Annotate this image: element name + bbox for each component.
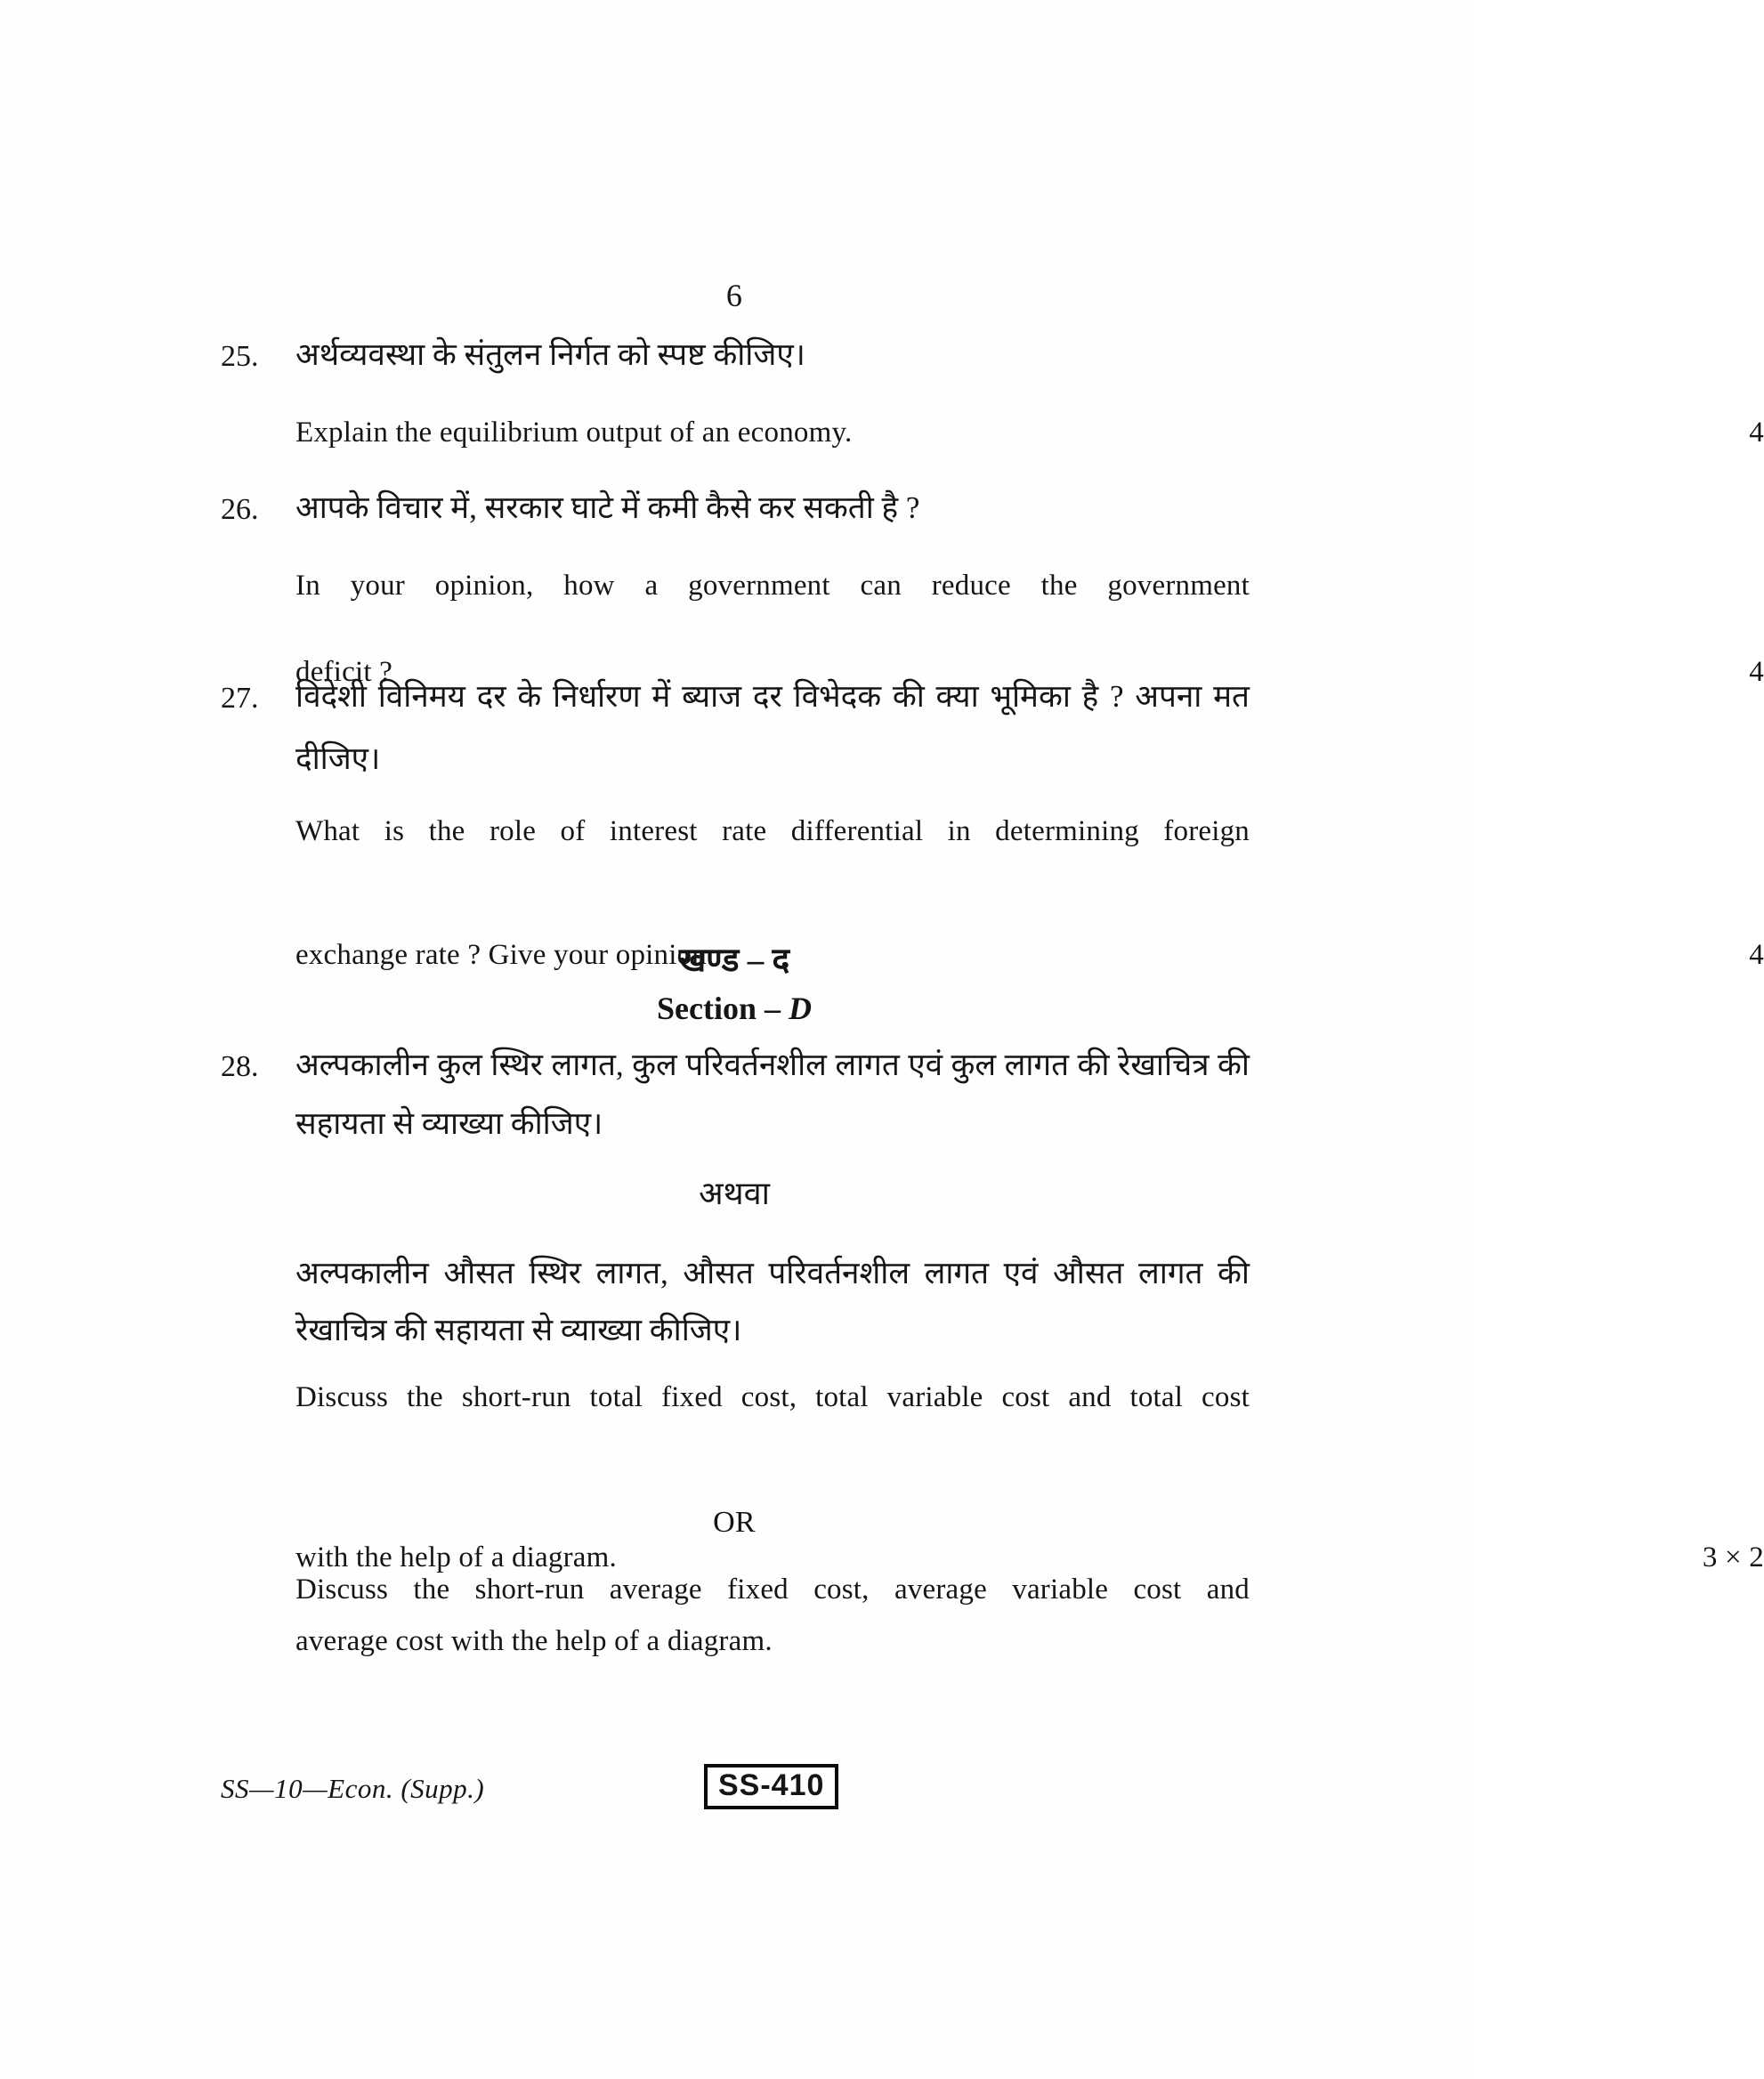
- question-26-english-line1: In your opinion, how a government can reduce the government: [295, 570, 1250, 602]
- or-separator-english: OR: [713, 1506, 756, 1539]
- section-d-english-prefix: Section –: [657, 991, 789, 1026]
- question-28-english-text: with the help of a diagram.: [295, 1541, 617, 1573]
- question-25-english-text: Explain the equilibrium output of an economy.: [295, 417, 853, 449]
- question-27-english-text: exchange rate ? Give your opinion.: [295, 938, 715, 971]
- question-28-hindi-line1: अल्पकालीन कुल स्थिर लागत, कुल परिवर्तनशील लागत एवं कुल लागत की रेखाचित्र की: [295, 1048, 1250, 1082]
- question-25-hindi: अर्थव्यवस्था के संतुलन निर्गत को स्पष्ट कीजिए।: [295, 337, 805, 372]
- question-27-hindi-line2: दीजिए।: [295, 741, 381, 776]
- question-25-english-line: [295, 415, 1764, 451]
- footer-booklet-code-box: SS-410: [704, 1764, 838, 1809]
- question-27-hindi-line1: विदेशी विनिमय दर के निर्धारण में ब्याज दर विभेदक की क्या भूमिका है ? अपना मत: [295, 679, 1250, 714]
- question-26-hindi: आपके विचार में, सरकार घाटे में कमी कैसे कर सकती है ?: [295, 490, 920, 525]
- section-d-heading-english: [0, 990, 1469, 1027]
- question-28-number: 28.: [221, 1050, 259, 1083]
- question-26-english-text: deficit ?: [295, 656, 392, 689]
- page-number: 6: [725, 278, 743, 313]
- section-d-letter: D: [789, 991, 812, 1026]
- or-separator-hindi: अथवा: [699, 1176, 770, 1211]
- question-27-marks: 4: [1749, 938, 1764, 971]
- question-25-marks: 4: [1749, 417, 1764, 449]
- question-27-number: 27.: [221, 682, 259, 715]
- question-26-marks: 4: [1749, 656, 1764, 689]
- question-28-marks: 3 × 2: [1702, 1541, 1764, 1573]
- question-28-alt-hindi-line2: रेखाचित्र की सहायता से व्याख्या कीजिए।: [295, 1313, 742, 1347]
- question-25-number: 25.: [221, 340, 259, 373]
- question-28-english-line2: [295, 1540, 1764, 1576]
- question-28-alt-english-line1: Discuss the short-run average fixed cost, average variable cost and: [295, 1573, 1250, 1606]
- question-28-alt-hindi-line1: अल्पकालीन औसत स्थिर लागत, औसत परिवर्तनशील लागत एवं औसत लागत की: [295, 1256, 1250, 1290]
- question-28-hindi-line2: सहायता से व्याख्या कीजिए।: [295, 1106, 603, 1141]
- footer-paper-code: SS—10—Econ. (Supp.): [221, 1773, 485, 1804]
- question-28-alt-english-line2: average cost with the help of a diagram.: [295, 1625, 773, 1657]
- question-28-english-line1: Discuss the short-run total fixed cost, total variable cost and total cost: [295, 1381, 1250, 1413]
- question-27-english-line1: What is the role of interest rate differential in determining foreign: [295, 815, 1250, 847]
- question-26-number: 26.: [221, 493, 259, 526]
- section-d-heading-hindi: खण्ड – द: [678, 942, 790, 979]
